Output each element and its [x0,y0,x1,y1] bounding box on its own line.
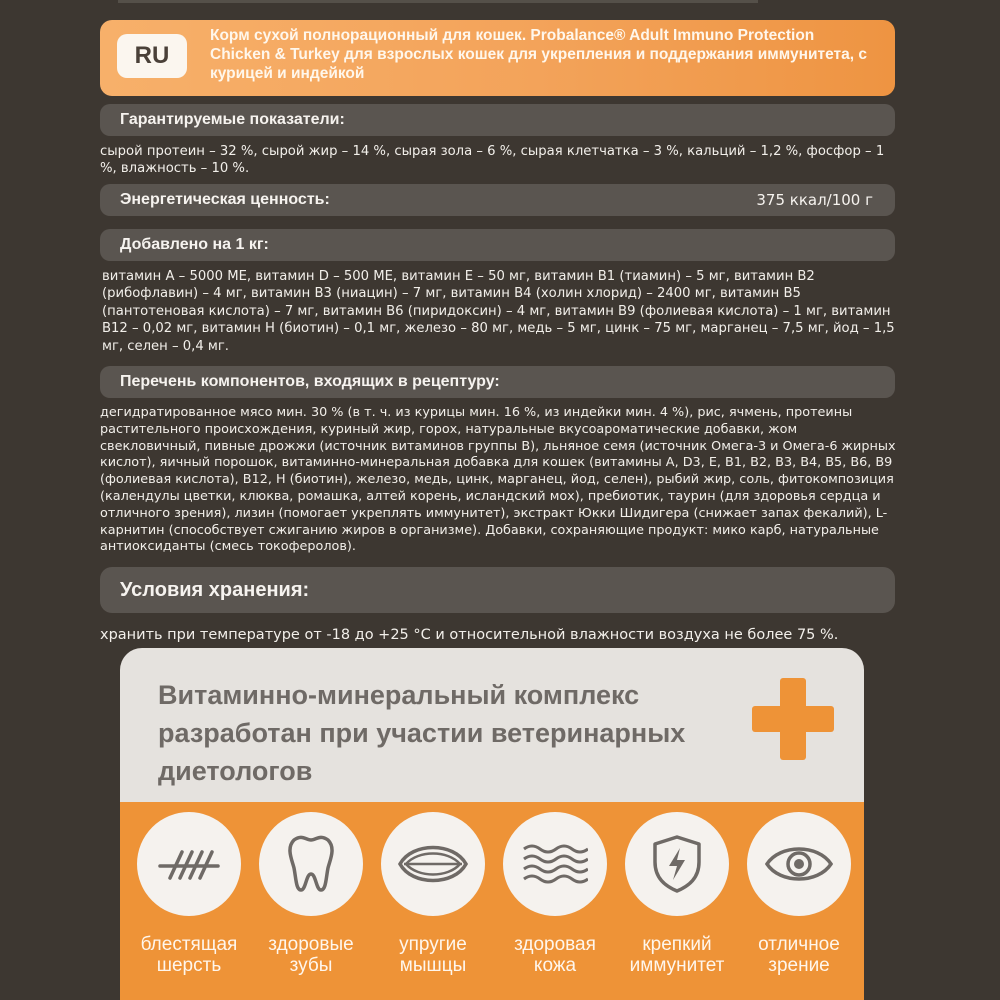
benefit-label: блестящая шерсть [140,934,238,976]
benefit-label: здоровая кожа [514,934,596,976]
benefit-immunity [617,812,737,976]
benefit-label: упругие мышцы [399,934,467,976]
benefit-teeth [251,812,371,976]
benefit-vision [739,812,859,976]
top-divider [118,0,758,3]
energy-heading: Энергетическая ценность: [120,191,330,208]
shield-icon [651,834,703,894]
added-heading: Добавлено на 1 кг: [120,236,269,253]
energy-heading-bar [100,184,895,216]
eye-icon [764,842,834,886]
benefits-band [120,802,864,1000]
ingredients-heading: Перечень компонентов, входящих в рецептуру: [120,373,500,390]
product-header [100,20,895,96]
benefit-label: здоровые зубы [268,934,354,976]
benefit-circle [381,812,485,916]
guaranteed-heading: Гарантируемые показатели: [120,111,345,128]
benefit-circle [503,812,607,916]
skin-icon [522,841,588,887]
ingredients-text: дегидратированное мясо мин. 30 % (в т. ч. из курицы мин. 16 %, из индейки мин. 4 %), рис, ячмень, протеины растительного происхождения, куриный жир, горох, натуральные вкусоароматические добавки, жом свекловичный, пивные дрожжи (источник витаминов группы B), льняное семя (источник Омега-3 и Омега-6 жирных кислот), яичный порошок, витаминно-минеральная добавка для кошек (витамины A, D3, E, B1, B2, B3, B4, B5, B6, B9 (фолиевая кислота), B12, H (биотин), железо, медь, цинк, марганец, йод, селен), рыбий жир, соль, фитокомпозиция (календулы цветки, клюква, ромашка, алтей корень, исландский мох), пребиотик, таурин (для здоровья сердца и отличного зрения), лизин (помогает укреплять иммунитет), экстракт Юкки Шидигера (снижает запах фекалий), L-карнитин (способствует сжиганию жиров в организме). Добавки, сохраняющие продукт: мико карб, натуральные антиоксиданты (смесь токоферолов). [100,405,896,555]
benefit-skin [495,812,615,976]
benefit-circle [625,812,729,916]
guaranteed-text: сырой протеин – 32 %, сырой жир – 14 %, сырая зола – 6 %, сырая клетчатка – 3 %, кальций – 1,2 %, фосфор – 1 %, влажность – 10 %. [100,144,885,176]
guaranteed-heading-bar [100,104,895,136]
benefit-circle [137,812,241,916]
storage-text: хранить при температуре от -18 до +25 °C и относительной влажности воздуха не более 75 %. [100,627,839,643]
benefit-muscles [373,812,493,976]
benefit-fur [129,812,249,976]
muscle-icon [398,842,468,886]
storage-heading-bar [100,567,895,613]
benefit-circle [747,812,851,916]
card-title: Витаминно-минеральный комплекс разработан при участии ветеринарных диетологов [158,680,686,786]
added-heading-bar [100,229,895,261]
product-title: Корм сухой полнорационный для кошек. Probalance® Adult Immuno Protection Chicken & Turkey для взрослых кошек для укрепления и поддержания иммунитета, с курицей и индейкой [210,27,867,82]
fur-icon [158,844,220,884]
plus-icon [752,678,834,760]
language-badge: RU [117,34,187,78]
vitamin-complex-card [120,648,864,1000]
storage-heading: Условия хранения: [120,579,310,601]
benefit-circle [259,812,363,916]
added-text: витамин A – 5000 МЕ, витамин D – 500 МЕ, витамин E – 50 мг, витамин B1 (тиамин) – 5 мг, витамин B2 (рибофлавин) – 4 мг, витамин B3 (ниацин) – 7 мг, витамин B4 (холин хлорид) – 2400 мг, витамин B5 (пантотеновая кислота) – 7 мг, витамин B6 (пиридоксин) – 4 мг, витамин B9 (фолиевая кислота) – 1 мг, витамин B12 – 0,02 мг, витамин H (биотин) – 0,1 мг, железо – 80 мг, медь – 5 мг, цинк – 75 мг, марганец – 7,5 мг, йод – 1,5 мг, селен – 0,4 мг. [102,269,895,354]
benefit-label: крепкий иммунитет [629,934,725,976]
ingredients-heading-bar [100,366,895,398]
tooth-icon [286,834,336,894]
energy-value: 375 ккал/100 г [756,191,873,209]
benefit-label: отличное зрение [758,934,840,976]
